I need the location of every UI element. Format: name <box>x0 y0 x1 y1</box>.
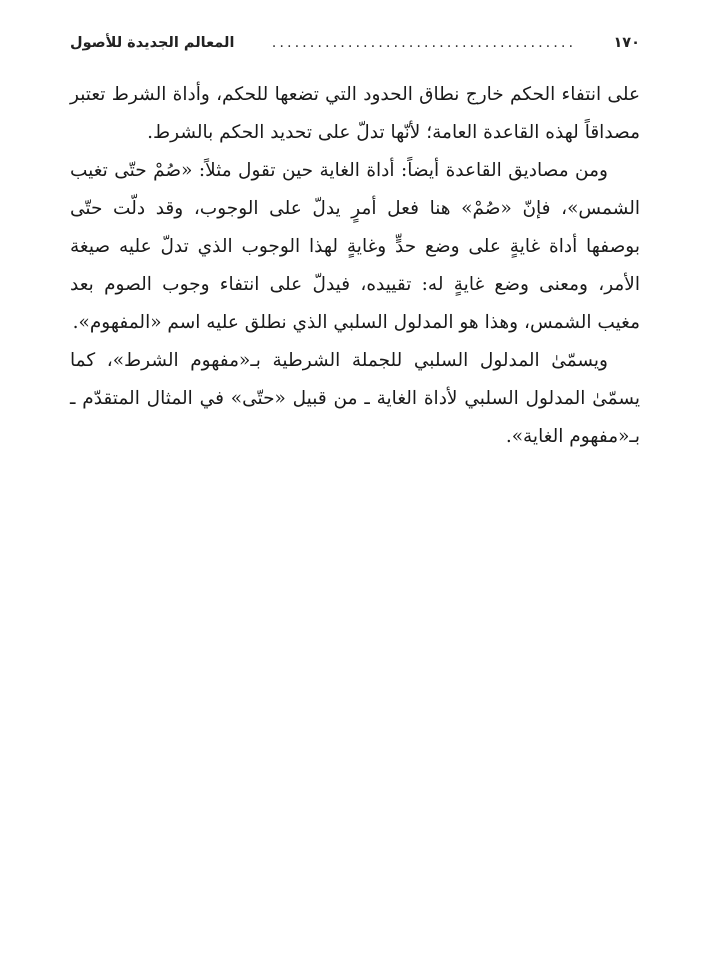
paragraph-1: على انتفاء الحكم خارج نطاق الحدود التي تضعها للحكم، وأداة الشرط تعتبر مصداقاً لهذه القاعدة العامة؛ لأنّها تدلّ على تحديد الحكم بالشرط. <box>70 84 640 143</box>
page-number: ١٧٠ <box>613 35 640 51</box>
book-title: المعالم الجديدة للأصول <box>70 35 235 51</box>
paragraph-3: ويسمّىٰ المدلول السلبي للجملة الشرطية بـ«مفهوم الشرط»، كما يسمّىٰ المدلول السلبي لأداة الغاية ـ من قبيل «حتّى» في المثال المتقدّم ـ بـ«مفهوم الغاية». <box>70 350 640 447</box>
paragraph-2: ومن مصاديق القاعدة أيضاً: أداة الغاية حين تقول مثلاً: «صُمْ حتّى تغيب الشمس»، فإنّ «صُمْ» هنا فعل أمرٍ يدلّ على الوجوب، وقد دلّت حتّى بوصفها أداة غايةٍ على وضع حدٍّ وغايةٍ لهذا الوجوب الذي تدلّ عليه صيغة الأمر، ومعنى وضع غايةٍ له: تقييده، فيدلّ على انتفاء وجوب الصوم بعد مغيب الشمس، وهذا هو المدلول السلبي الذي نطلق عليه اسم «المفهوم». <box>70 160 640 333</box>
body-text <box>70 76 640 456</box>
running-header <box>70 30 640 56</box>
leader-dots: ........................................ <box>271 35 577 51</box>
